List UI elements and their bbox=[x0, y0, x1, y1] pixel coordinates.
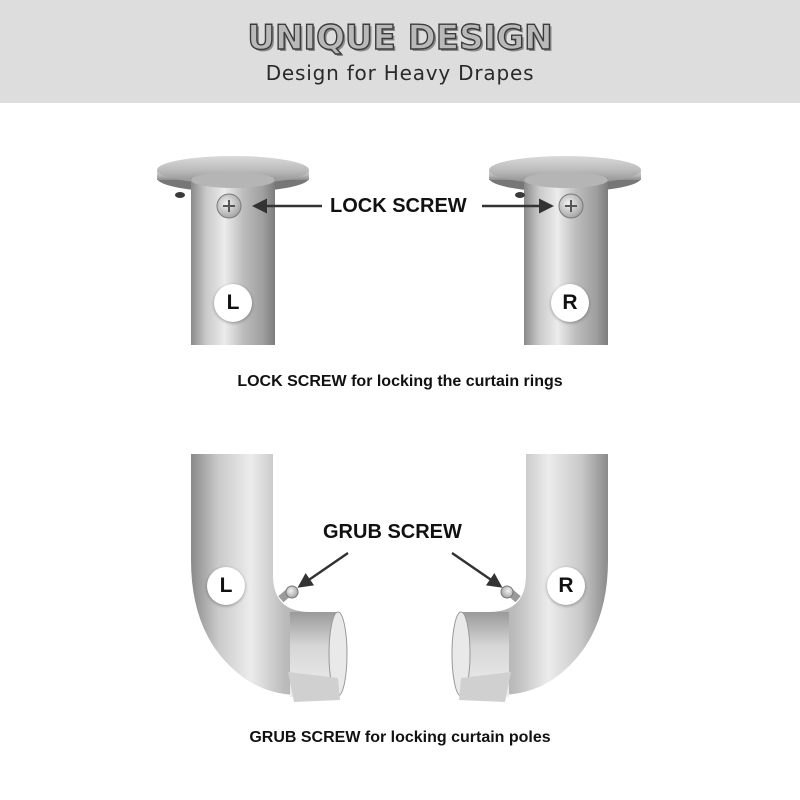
lock-screw-caption: LOCK SCREW for locking the curtain rings bbox=[237, 373, 563, 390]
left-badge-bottom: L bbox=[207, 567, 245, 605]
lock-screw-callout: LOCK SCREW bbox=[330, 195, 467, 217]
page-subtitle: Design for Heavy Drapes bbox=[265, 61, 535, 85]
lock-screw-icon bbox=[217, 194, 241, 218]
lock-screw-icon bbox=[559, 194, 583, 218]
right-bracket-bottom bbox=[452, 454, 608, 702]
page-title: UNIQUE DESIGN bbox=[247, 18, 553, 58]
grub-screw-icon bbox=[278, 586, 298, 602]
grub-screw-caption: GRUB SCREW for locking curtain poles bbox=[249, 729, 551, 746]
right-badge-bottom: R bbox=[547, 567, 585, 605]
left-badge-top: L bbox=[214, 284, 252, 322]
right-badge-top: R bbox=[551, 284, 589, 322]
grub-screw-icon bbox=[501, 586, 521, 602]
grub-screw-arrow-left bbox=[300, 553, 348, 586]
grub-screw-callout: GRUB SCREW bbox=[323, 521, 462, 543]
grub-screw-arrow-right bbox=[452, 553, 500, 586]
